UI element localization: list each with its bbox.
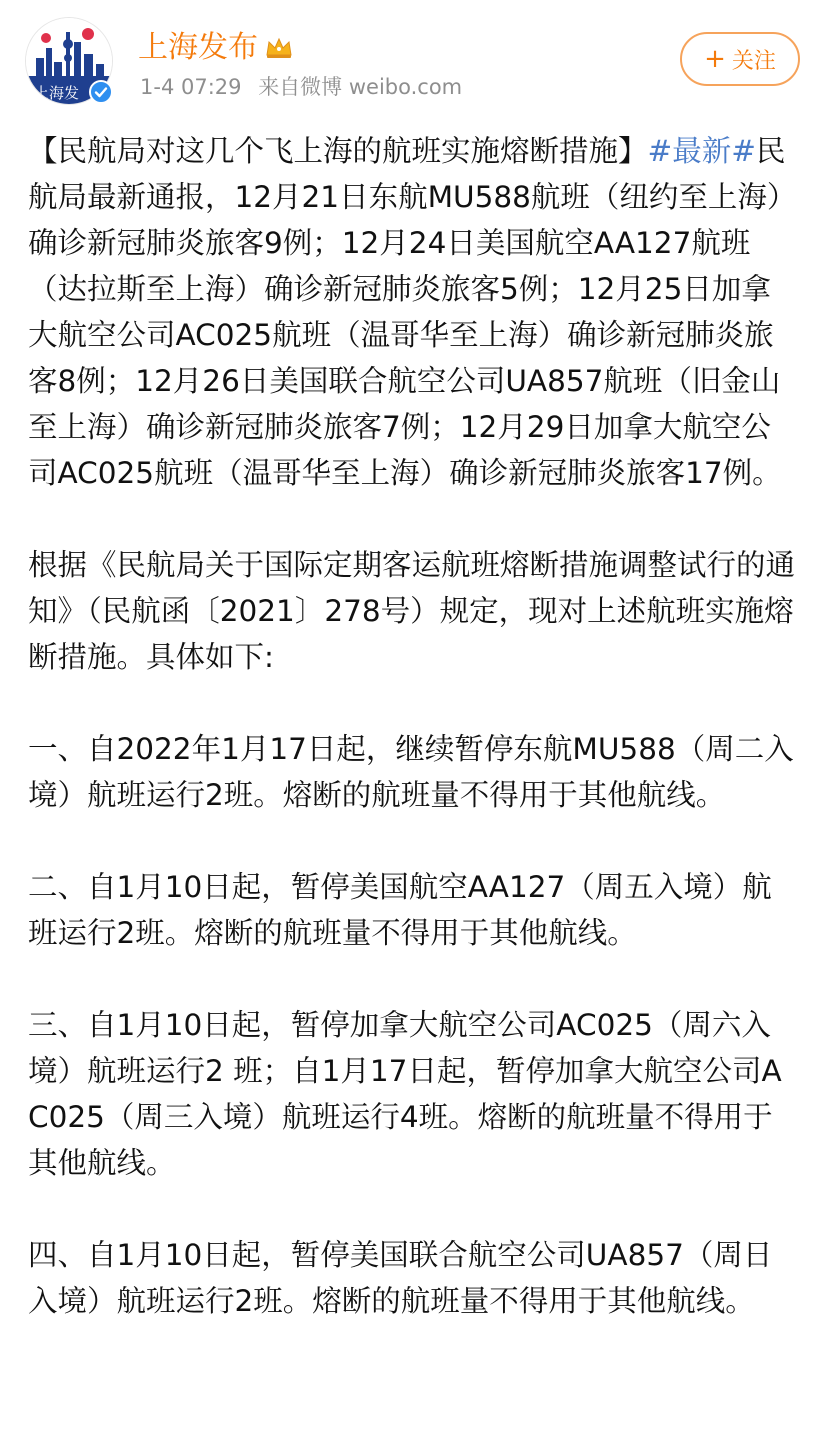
post-intro-text: 民航局最新通报，12月21日东航MU588航班（纽约至上海）确诊新冠肺炎旅客9例；12月24日美国航空AA127航班（达拉斯至上海）确诊新冠肺炎旅客5例；12月25日加拿大航空公司AC025航班（温哥华至上海）确诊新冠肺炎旅客8例；12月26日美国联合航空公司UA857航班（旧金山至上海）确诊新冠肺炎旅客7例；12月29日加拿大航空公司AC025航班（温哥华至上海）确诊新冠肺炎旅客17例。: [28, 134, 797, 490]
post-paragraph-basis: 根据《民航局关于国际定期客运航班熔断措施调整试行的通知》（民航函〔2021〕278号）规定，现对上述航班实施熔断措施。具体如下:: [28, 548, 796, 674]
post-meta: [140, 72, 472, 102]
post-time: 1-4 07:29: [140, 75, 242, 99]
post-source: 来自微博 weibo.com: [258, 75, 463, 99]
post-paragraph-item-1: 一、自2022年1月17日起，继续暂停东航MU588（周二入境）航班运行2班。熔断的航班量不得用于其他航线。: [28, 732, 794, 812]
avatar-label: 上海发: [34, 84, 80, 102]
post-paragraph-item-3: 三、自1月10日起，暂停加拿大航空公司AC025（周六入境）航班运行2 班；自1月17日起，暂停加拿大航空公司AC025（周三入境）航班运行4班。熔断的航班量不得用于其他航线。: [28, 1008, 782, 1180]
post-paragraph-item-2: 二、自1月10日起，暂停美国航空AA127（周五入境）航班运行2班。熔断的航班量不得用于其他航线。: [28, 870, 772, 950]
post-header: [0, 0, 828, 118]
follow-label: 关注: [731, 48, 776, 74]
follow-button[interactable]: [680, 32, 800, 86]
plus-icon: +: [704, 44, 726, 74]
post-paragraph-intro: [28, 128, 800, 496]
verified-check-icon: [89, 80, 113, 104]
hashtag-link[interactable]: #最新#: [647, 134, 756, 168]
crown-icon: [264, 36, 294, 60]
account-name-row: [138, 28, 294, 68]
post-title: 【民航局对这几个飞上海的航班实施熔断措施】: [28, 134, 648, 168]
post-paragraph-item-4: 四、自1月10日起，暂停美国联合航空公司UA857（周日入境）航班运行2班。熔断的航班量不得用于其他航线。: [28, 1238, 773, 1318]
account-name[interactable]: 上海发布: [138, 30, 258, 65]
post-body: [28, 128, 800, 1324]
